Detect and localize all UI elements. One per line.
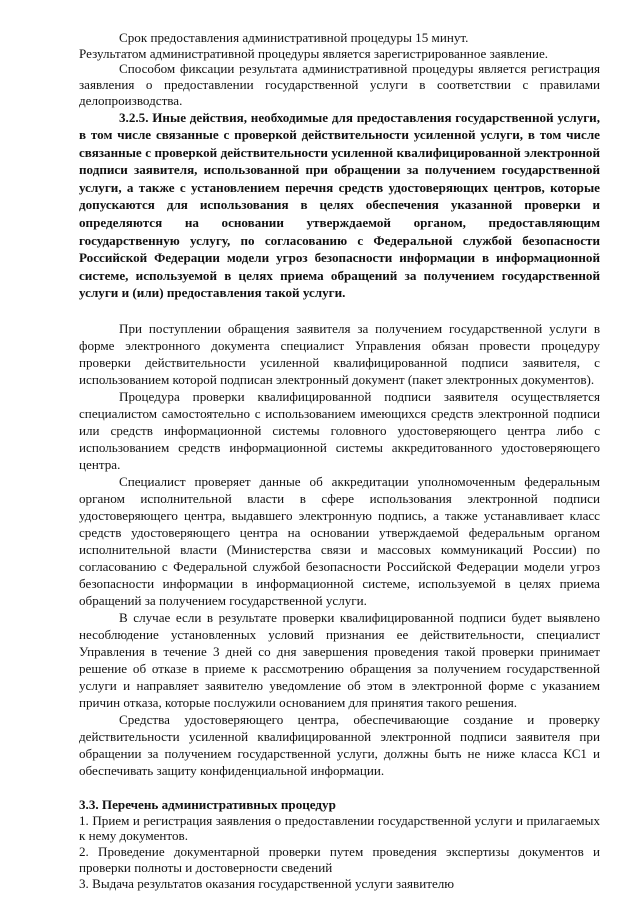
paragraph-result: Результатом административной процедуры является зарегистрированное заявление.: [79, 45, 549, 61]
spacer: [79, 302, 600, 320]
section-325-heading: 3.2.5. Иные действия, необходимые для предоставления государственной услуги, в том числе связанные с проверкой действительности усиленной услуги, в том числе связанные с проверкой действительности усиленной квалифицированной электронной подписи заявителя, использованной при обращении за получением государственной услуги, а также с установлением перечня средств удостоверяющих центров, которые допускаются для использования в целях обеспечения указанной проверки и определяются на основании утверждаемой органом, предоставляющим государственную услугу, по согласованию с Федеральной службой безопасности Российской Федерации модели угроз безопасности информации в информационной системе, используемой в целях приема обращений за получением государственной услуги и (или) предоставления такой услуги.: [79, 109, 600, 301]
paragraph-means: Средства удостоверяющего центра, обеспечивающие создание и проверку действительности усиленной квалифицированной электронной подписи заявителя при обращении за получением государственной услуги, должны быть не ниже класса КС1 и обеспечивать защиту конфиденциальной информации.: [79, 712, 600, 779]
section-33-heading: 3.3. Перечень административных процедур: [79, 797, 336, 813]
list-item: 3. Выдача результатов оказания государственной услуги заявителю: [79, 875, 455, 891]
list-item: 2. Проведение документарной проверки путем проведения экспертизы документов и проверки полноты и достоверности сведений: [79, 844, 600, 875]
spacer: [79, 779, 600, 797]
list-item: 1. Прием и регистрация заявления о предоставлении государственной услуги и прилагаемых к нему документов.: [79, 812, 600, 844]
paragraph-accreditation: Специалист проверяет данные об аккредитации уполномоченным федеральным органом исполнительной власти в сфере использования электронной подписи удостоверяющего центра, выдавшего электронную подпись, а также устанавливает класс средств удостоверяющего центра на основании утверждаемой федеральным органом исполнительной власти (Министерства связи и массовых коммуникаций России) по согласованию с Федеральной службой безопасности Российской Федерации модели угроз безопасности информации в информационной системе, используемой в целях приема обращений за получением государственной услуги.: [79, 474, 600, 609]
paragraph-refusal: В случае если в результате проверки квалифицированной подписи будет выявлено несоблюдение установленных условий признания ее действительности, специалист Управления в течение 3 дней со дня завершения проведения такой проверки принимает решение об отказе в приеме к рассмотрению обращения за получением государственной услуги и направляет заявителю уведомление об этом в электронной форме с указанием причин отказа, которые послужили основанием для принятия такого решения.: [79, 610, 600, 711]
paragraph-receipt: При поступлении обращения заявителя за получением государственной услуги в форме электронного документа специалист Управления обязан провести процедуру проверки действительности усиленной квалифицированной подписи заявителя, с использованием которой подписан электронный документ (пакет электронных документов).: [79, 321, 600, 388]
paragraph-fixation: Способом фиксации результата административной процедуры является регистрация заявления о предоставлении государственной услуги в соответствии с правилами делопроизводства.: [79, 61, 600, 108]
paragraph-term: Срок предоставления административной процедуры 15 минут.: [119, 30, 469, 45]
paragraph-procedure: Процедура проверки квалифицированной подписи заявителя осуществляется специалистом самостоятельно с использованием имеющихся средств электронной подписи или средств информационной системы головного удостоверяющего центра либо с использованием средств информационной системы аккредитованного удостоверяющего центра.: [79, 389, 600, 473]
